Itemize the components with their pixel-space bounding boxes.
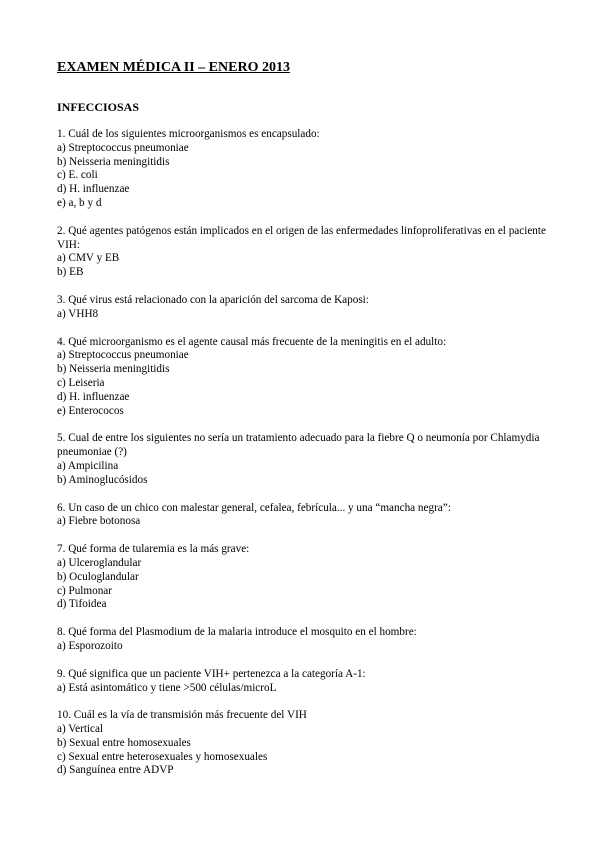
answer-option: b) Aminoglucósidos [57,473,148,486]
question-7 [57,543,557,612]
question-text: 8. Qué forma del Plasmodium de la malaria introduce el mosquito en el hombre: [57,626,417,639]
answer-option: d) Tifoidea [57,598,107,611]
question-text: 4. Qué microorganismo es el agente causal más frecuente de la meningitis en el adulto: [57,335,447,348]
answer-option: a) Streptococcus pneumoniae [57,141,189,154]
question-3 [57,294,557,322]
question-4 [57,336,557,419]
answer-option: a) Está asintomático y tiene >500 células/microL [57,681,277,694]
question-text: 2. Qué agentes patógenos están implicados en el origen de las enfermedades linfoproliferativas en el paciente VIH: [57,224,546,251]
answer-option: a) CMV y EB [57,252,120,265]
exam-title: EXAMEN MÉDICA II – ENERO 2013 [57,60,290,75]
answer-option: b) Neisseria meningitidis [57,363,170,376]
answer-option: d) H. influenzae [57,390,130,403]
question-8 [57,626,557,654]
question-2 [57,225,557,280]
answer-option: a) Ampicilina [57,459,119,472]
answer-option: d) Sanguínea entre ADVP [57,764,174,777]
question-text: 7. Qué forma de tularemia es la más grave: [57,543,250,556]
question-text: 10. Cuál es la vía de transmisión más frecuente del VIH [57,709,307,722]
question-text: 9. Qué significa que un paciente VIH+ pertenezca a la categoría A-1: [57,667,366,680]
answer-option: a) VHH8 [57,307,99,320]
question-text: 5. Cual de entre los siguientes no sería un tratamiento adecuado para la fiebre Q o neumonía por Chlamydia pneumoniae (?) [57,432,540,459]
answer-option: b) EB [57,266,84,279]
answer-option: a) Esporozoito [57,639,123,652]
question-9 [57,668,557,696]
answer-option: e) a, b y d [57,196,102,209]
question-6 [57,502,557,530]
question-text: 1. Cuál de los siguientes microorganismos es encapsulado: [57,128,320,140]
question-5 [57,432,557,487]
answer-option: a) Streptococcus pneumoniae [57,349,189,362]
answer-option: a) Ulceroglandular [57,556,142,569]
answer-option: c) Leiseria [57,376,105,389]
answer-option: c) Sexual entre heterosexuales y homosexuales [57,750,268,763]
answer-option: c) Pulmonar [57,584,112,597]
answer-option: b) Oculoglandular [57,570,139,583]
answer-option: b) Neisseria meningitidis [57,155,170,168]
answer-option: d) H. influenzae [57,183,130,196]
section-heading: INFECCIOSAS [57,100,140,114]
question-text: 6. Un caso de un chico con malestar general, cefalea, febrícula... y una “mancha negra”: [57,501,451,514]
answer-option: a) Fiebre botonosa [57,515,141,528]
question-1 [57,128,557,211]
question-10 [57,709,557,778]
answer-option: a) Vertical [57,723,104,736]
question-text: 3. Qué virus está relacionado con la aparición del sarcoma de Kaposi: [57,293,369,306]
answer-option: c) E. coli [57,169,98,182]
answer-option: e) Enterococos [57,404,124,417]
answer-option: b) Sexual entre homosexuales [57,736,191,749]
exam-page [57,60,557,778]
